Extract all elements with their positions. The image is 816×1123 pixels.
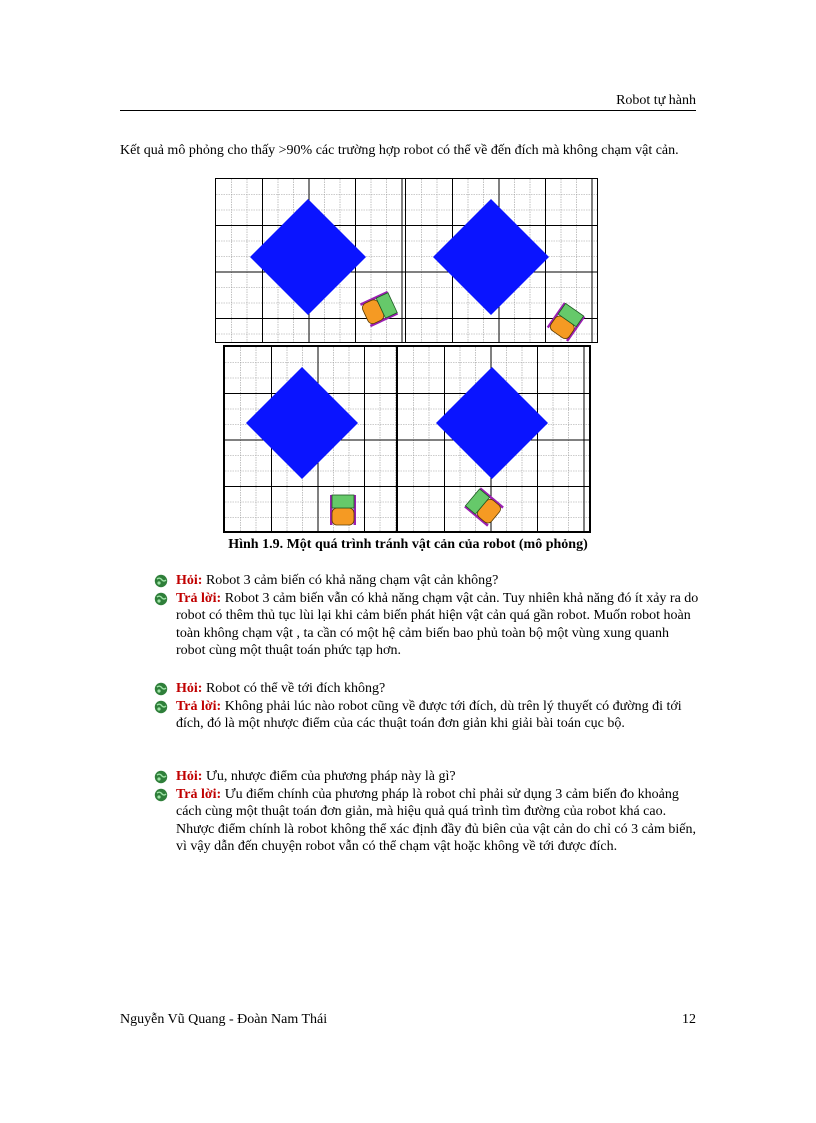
sim-panel-1-canvas [216,179,407,343]
question-label: Hỏi: [176,573,203,588]
question-line [154,572,699,590]
obstacle-diamond [436,367,548,479]
globe-bullet-icon [154,770,168,784]
question-text: Robot có thể về tới đích không? [202,681,386,696]
answer-line [154,786,699,821]
globe-bullet-icon [154,700,168,714]
answer-line [154,590,699,660]
obstacle-diamond [246,367,358,479]
footer-page-number: 12 [682,1012,696,1027]
figure-caption: Hình 1.9. Một quá trình tránh vật cản của robot (mô phỏng) [228,537,588,552]
robot-sensor-block [332,495,354,508]
sim-panel-4-canvas [398,347,591,533]
answer-label: Trả lời: [176,590,222,606]
question-text: Ưu, nhược điểm của phương pháp này là gì? [202,769,456,784]
sim-panel-3 [223,345,399,533]
footer-authors: Nguyễn Vũ Quang - Đoàn Nam Thái [120,1012,328,1027]
sim-panel-4 [396,345,591,533]
header-title: Robot tự hành [616,93,696,108]
answer-continuation: Nhược điểm chính là robot không thể xác định đầy đủ biên của vật cản do chỉ có 3 cảm biến, vì vậy dẫn đến chuyện robot vẫn có thể chạm vật hoặc không về tới được đích. [176,821,697,854]
robot [360,291,398,327]
robot [330,495,356,525]
sim-panel-1 [215,178,407,343]
globe-bullet-icon [154,592,168,606]
globe-bullet-icon [154,788,168,802]
question-label: Hỏi: [176,681,203,696]
qa-block-2 [154,680,699,733]
answer-label: Trả lời: [176,786,222,802]
answer-text: Robot 3 cảm biến vẫn có khả năng chạm vật cản. Tuy nhiên khả năng đó ít xảy ra do robot có thêm thủ tục lùi lại khi cảm biến phát hiện vật cản quá gần robot. Muốn robot hoàn toàn không chạm vật , ta cần có một hệ cảm biến bao phủ toàn bộ một vùng xung quanh robot cùng một thuật toán phức tạp hơn. [176,590,699,658]
sim-panel-2-canvas [406,179,598,343]
answer-text: Ưu điểm chính của phương pháp là robot chỉ phải sử dụng 3 cảm biến đo khoảng cách cùng một thuật toán đơn giản, mà hiệu quả quá trình tìm đường của robot khá cao. [176,786,679,819]
sim-panel-3-canvas [225,347,399,533]
sim-panel-2 [405,178,598,343]
question-line [154,768,699,786]
robot-body [332,508,354,525]
qa-block-3 [154,768,699,856]
qa-block-1 [154,572,699,660]
answer-label: Trả lời: [176,698,222,714]
obstacle-diamond [433,199,549,315]
robot [464,487,504,526]
answer-text: Không phải lúc nào robot cũng về được tới đích, dù trên lý thuyết có đường đi tới đích, đó là một nhược điểm của các thuật toán đơn giản khi giải bài toán cục bộ. [176,698,682,731]
header-rule [120,110,696,111]
intro-paragraph: Kết quả mô phỏng cho thấy >90% các trường hợp robot có thể về đến đích mà không chạm vật cản. [120,143,679,158]
question-line [154,680,699,698]
answer-line [154,698,699,733]
question-text: Robot 3 cảm biến có khả năng chạm vật cản không? [202,573,499,588]
robot [547,302,586,341]
obstacle-diamond [250,199,366,315]
globe-bullet-icon [154,682,168,696]
question-label: Hỏi: [176,769,203,784]
globe-bullet-icon [154,574,168,588]
